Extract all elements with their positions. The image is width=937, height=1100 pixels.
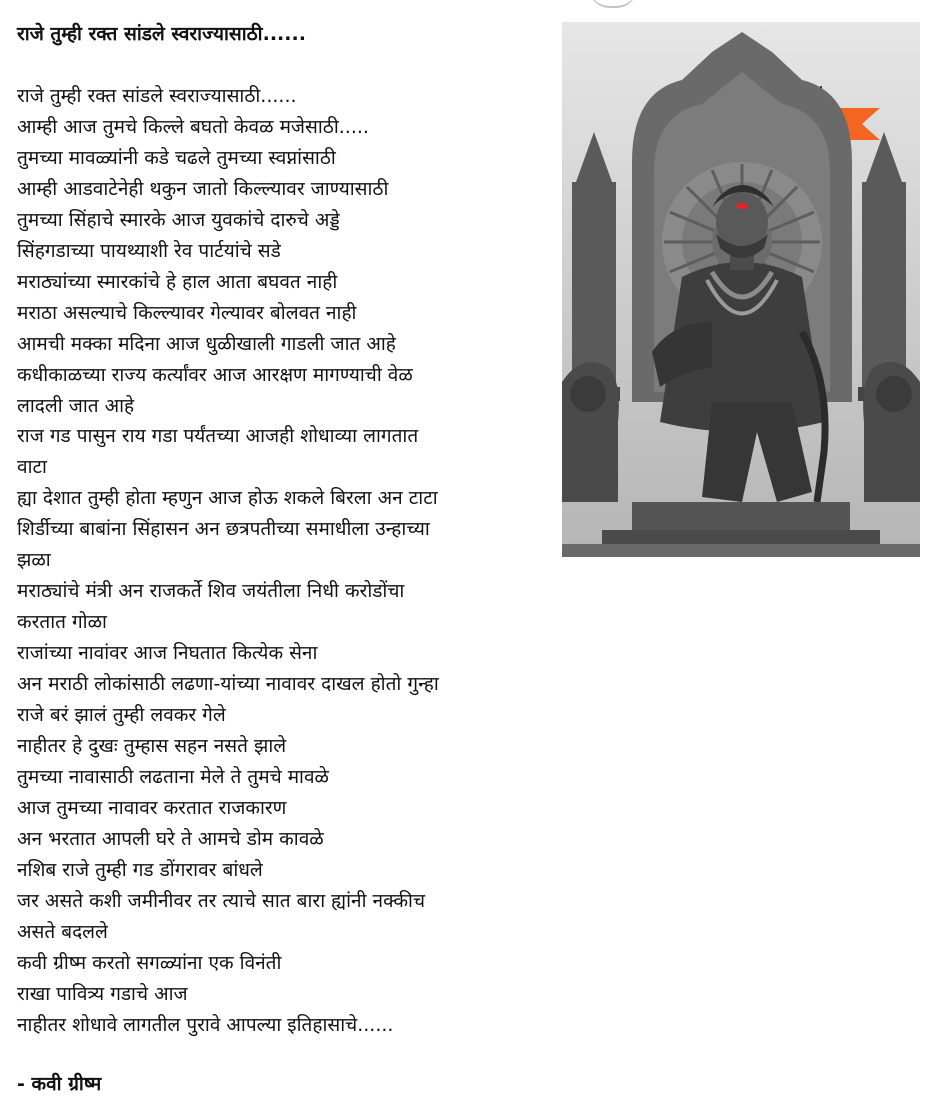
poem-line: लादली जात आहे [17,394,135,417]
poem-line: मराठ्यांचे मंत्री अन राजकर्ते शिव जयंतीला निधी करोडोंचा [17,580,405,603]
poem-line: वाटा [17,456,47,479]
poem-line: तुमच्या मावळ्यांनी कडे चढले तुमच्या स्वप्नांसाठी [17,146,336,169]
poem-line: राजांच्या नावांवर आज निघतात कित्येक सेना [17,642,318,665]
poem-line: आमची मक्का मदिना आज धुळीखाली गाडली जात आहे [17,332,396,355]
poem-line: राखा पावित्र्य गडाचे आज [17,982,188,1005]
poem-line: आम्ही आडवाटेनेही थकुन जातो किल्ल्यावर जाण्यासाठी [17,177,389,200]
poem-body [17,81,557,1041]
lion-statue-left [562,362,619,502]
poem-line: जर असते कशी जमीनीवर तर त्याचे सात बारा ह्यांनी नक्कीच [17,889,426,912]
poem-line: कधीकाळच्या राज्य कर्त्यांवर आज आरक्षण मागण्याची वेळ [17,363,413,386]
tilak-mark [736,203,748,209]
lion-statue-right [863,362,920,502]
poet-signature: - कवी ग्रीष्म [17,1073,102,1095]
poem-line: अन मराठी लोकांसाठी लढणा-यांच्या नावावर दाखल होतो गुन्हा [17,673,439,696]
poem-line: मराठ्यांच्या स्मारकांचे हे हाल आता बघवत नाही [17,270,338,293]
top-decorative-arc [588,0,638,8]
poem-line: मराठा असल्याचे किल्ल्यावर गेल्यावर बोलवत नाही [17,301,357,324]
poem-line: ह्या देशात तुम्ही होता म्हणुन आज होऊ शकले बिरला अन टाटा [17,487,438,510]
poem-line: आज तुमच्या नावावर करतात राजकारण [17,796,287,819]
poem-line: तुमच्या नावासाठी लढताना मेले ते तुमचे मावळे [17,765,329,788]
poem-line: झळा [17,549,51,572]
poem-line: नाहीतर शोधावे लागतील पुरावे आपल्या इतिहासाचे...... [17,1013,394,1036]
poem-line: तुमच्या सिंहाचे स्मारके आज युवकांचे दारुचे अड्डे [17,208,340,231]
poem-line: करतात गोळा [17,611,107,634]
poem-title: राजे तुम्ही रक्त सांडले स्वराज्यासाठी...... [17,23,306,45]
poem-line: नशिब राजे तुम्ही गड डोंगरावर बांधले [17,858,263,881]
poem-line: नाहीतर हे दुखः तुम्हास सहन नसते झाले [17,735,287,758]
poem-line: असते बदलले [17,920,108,943]
poem-line: सिंहगडाच्या पायथ्याशी रेव पार्टयांचे सडे [17,239,281,262]
poem-line: आम्ही आज तुमचे किल्ले बघतो केवळ मजेसाठी..... [17,115,369,138]
poem-line: शिर्डीच्या बाबांना सिंहासन अन छत्रपतीच्या समाधीला उन्हाच्या [17,518,430,541]
poem-line: राज गड पासुन राय गडा पर्यंतच्या आजही शोधाव्या लागतात [17,425,419,448]
poem-line: राजे तुम्ही रक्त सांडले स्वराज्यासाठी...... [17,85,297,107]
poem-line: राजे बरं झालं तुम्ही लवकर गेले [17,704,226,727]
poem-line: कवी ग्रीष्म करतो सगळ्यांना एक विनंती [17,951,282,974]
poem-line: अन भरतात आपली घरे ते आमचे डोम कावळे [17,827,324,850]
statue-photo [562,22,920,557]
